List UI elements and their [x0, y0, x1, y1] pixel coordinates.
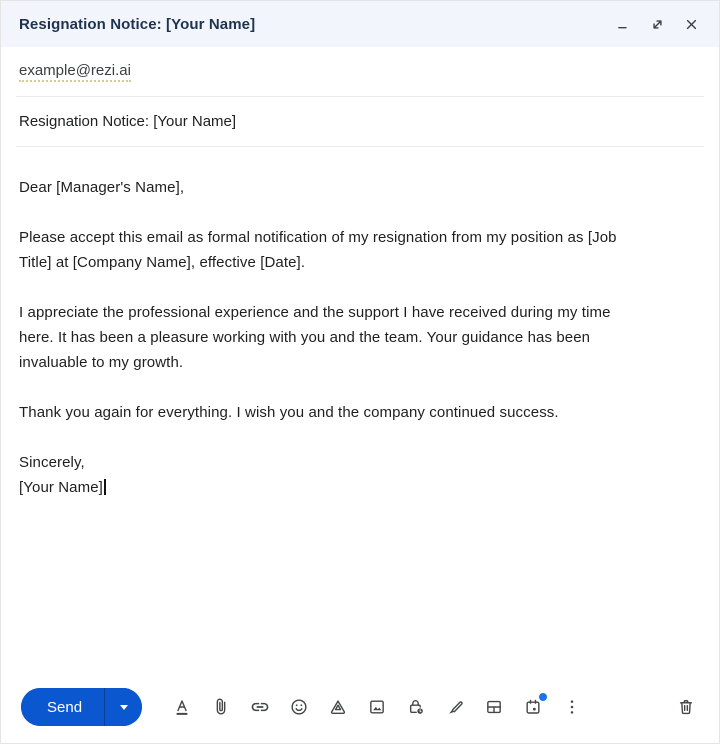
more-options-button[interactable]: [561, 694, 582, 720]
insert-photo-button[interactable]: [366, 694, 387, 720]
compose-toolbar: [1, 685, 719, 729]
insert-emoji-icon: [289, 697, 309, 717]
body-paragraph: Thank you again for everything. I wish you and the company continued success.: [19, 404, 559, 421]
minimize-icon: [615, 16, 632, 33]
notification-dot: [539, 693, 547, 701]
body-paragraph: Please accept this email as formal notification of my resignation from my position as [Job Title] at [Company Name], effective [Date].: [19, 229, 617, 271]
send-button[interactable]: Send: [21, 688, 104, 726]
formatting-options-button[interactable]: [171, 694, 192, 720]
discard-draft-button[interactable]: [675, 694, 697, 720]
confidential-mode-icon: [406, 697, 426, 717]
recipient-email[interactable]: example@rezi.ai: [19, 62, 131, 82]
insert-from-drive-icon: [328, 697, 348, 717]
insert-from-drive-button[interactable]: [327, 694, 348, 720]
insert-link-button[interactable]: [249, 694, 270, 720]
close-icon: [683, 16, 700, 33]
signature-line: [Your Name]: [19, 475, 641, 500]
attach-files-icon: [211, 697, 231, 717]
closing-line: Sincerely,: [19, 454, 85, 471]
window-controls: [613, 14, 701, 34]
subject-text: Resignation Notice: [Your Name]: [19, 112, 237, 130]
formatting-options-icon: [172, 697, 192, 717]
discard-draft-trash-icon: [676, 697, 696, 717]
confidential-mode-button[interactable]: [405, 694, 426, 720]
recipient-row[interactable]: [1, 47, 719, 96]
send-button-group: [21, 688, 142, 726]
insert-emoji-button[interactable]: [288, 694, 309, 720]
layouts-button[interactable]: [483, 694, 504, 720]
compose-titlebar: [1, 1, 719, 47]
body-paragraph: Dear [Manager's Name],: [19, 179, 185, 196]
insert-link-icon: [250, 697, 270, 717]
pop-out-icon: [649, 16, 666, 33]
minimize-button[interactable]: [613, 14, 633, 34]
text-cursor: [104, 479, 106, 495]
body-paragraph: I appreciate the professional experience and the support I have received during my time here. It has been a pleasure working with you and the team. Your guidance has been invaluable to my growth.: [19, 304, 611, 371]
attach-files-button[interactable]: [210, 694, 231, 720]
subject-row[interactable]: [1, 96, 719, 146]
insert-signature-button[interactable]: [444, 694, 465, 720]
more-options-icon: [562, 697, 582, 717]
popout-button[interactable]: [647, 14, 667, 34]
send-options-caret-icon: [120, 705, 128, 710]
send-options-button[interactable]: [104, 688, 142, 726]
close-button[interactable]: [681, 14, 701, 34]
insert-photo-icon: [367, 697, 387, 717]
compose-title: Resignation Notice: [Your Name]: [19, 15, 256, 33]
toolbar-icons: [171, 694, 582, 720]
insert-signature-pen-icon: [445, 697, 465, 717]
layouts-icon: [484, 697, 504, 717]
set-up-a-time-button[interactable]: [522, 694, 543, 720]
message-body-editor[interactable]: [1, 147, 719, 683]
